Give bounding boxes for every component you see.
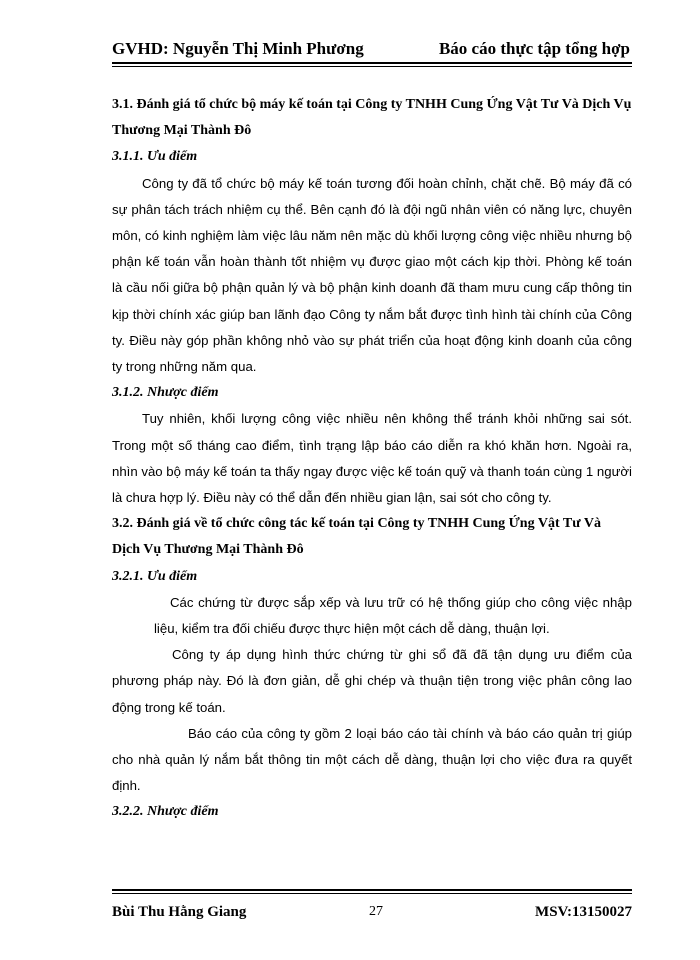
footer-page-number: 27 [369,904,383,919]
section-heading-3-2: 3.2. Đánh giá về tổ chức công tác kế toán tại Công ty TNHH Cung Ứng Vật Tư Và Dịch Vụ Thương Mại Thành Đô [112,516,601,558]
subheading-3-1-2: 3.1.2. Nhược điểm [112,385,219,401]
page-footer [112,901,632,923]
paragraph-3-1-1: Công ty đã tổ chức bộ máy kế toán tương đối hoàn chỉnh, chặt chẽ. Bộ máy đã có sự phân tách trách nhiệm cụ thể. Bên cạnh đó là đội ngũ nhân viên có năng lực, chuyên môn, có kinh nghiệm làm việc lâu năm nên mặc dù khối lượng công việc nhiều nhưng bộ phận kế toán vẫn hoàn thành tốt nhiệm vụ được giao một cách kịp thời. Phòng kế toán là cầu nối giữa bộ phận quản lý và bộ phận kinh doanh đã tham mưu cung cấp thông tin kịp thời chính xác giúp ban lãnh đạo Công ty nắm bắt được tình hình tài chính của Công ty. Điều này góp phần không nhỏ vào sự phát triển của hoạt động kinh doanh của công ty trong những năm qua. [112,175,632,375]
header-rule-thin [112,66,632,67]
header-report-title: Báo cáo thực tập tổng hợp [438,39,630,58]
subheading-3-1-1: 3.1.1. Ưu điểm [112,149,198,165]
footer-student-id: MSV:13150027 [535,904,632,920]
paragraph-3-2-1-c: Báo cáo của công ty gồm 2 loại báo cáo tài chính và báo cáo quản trị giúp cho nhà quản lý nắm bắt thông tin một cách dễ dàng, thuận lợi cho việc đưa ra quyết định. [112,725,632,794]
header-rule-thick [112,62,632,64]
page-header [112,38,630,60]
footer-author: Bùi Thu Hằng Giang [112,904,247,920]
footer-rule-thick [112,889,632,891]
paragraph-3-2-1-a: Các chứng từ được sắp xếp và lưu trữ có hệ thống giúp cho công việc nhập liệu, kiểm tra đối chiếu được thực hiện một cách dễ dàng, thuận lợi. [154,594,632,637]
paragraph-3-1-2: Tuy nhiên, khối lượng công việc nhiều nên không thể tránh khỏi những sai sót. Trong một số tháng cao điểm, tình trạng lập báo cáo diễn ra khó khăn hơn. Ngoài ra, nhìn vào bộ máy kế toán ta thấy ngay được việc kế toán quỹ và thanh toán cùng 1 người là chưa hợp lý. Điều này có thể dẫn đến nhiều gian lận, sai sót cho công ty. [112,411,632,506]
paragraph-3-2-1-b: Công ty áp dụng hình thức chứng từ ghi sổ đã đã tận dụng ưu điểm của phương pháp này. Đó là đơn giản, dễ ghi chép và thuận tiện trong việc phân công lao động trong kế toán. [112,647,632,715]
subheading-3-2-1: 3.2.1. Ưu điểm [112,568,198,584]
section-heading-3-1: 3.1. Đánh giá tổ chức bộ máy kế toán tại Công ty TNHH Cung Ứng Vật Tư Và Dịch Vụ Thương Mại Thành Đô [112,97,632,139]
page-body [112,92,632,826]
header-supervisor: GVHD: Nguyễn Thị Minh Phương [112,39,364,58]
footer-rule-thin [112,893,632,894]
subheading-3-2-2: 3.2.2. Nhược điểm [112,804,219,820]
